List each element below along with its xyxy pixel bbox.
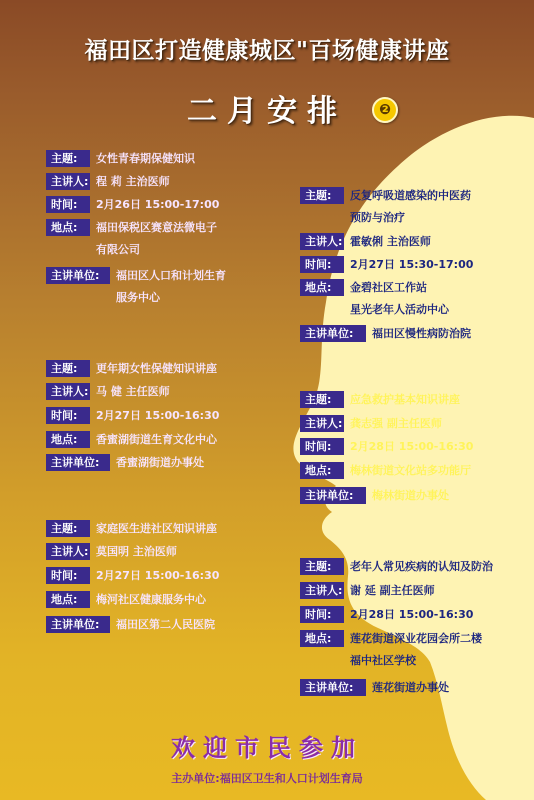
field-value: 应急救护基本知识讲座 [350,393,460,406]
field-label: 主题: [46,360,90,377]
field-value: 梅林街道办事处 [372,489,449,502]
field-label: 主题: [46,520,90,537]
time-row [300,438,473,458]
time-row [46,567,219,587]
field-label: 主题: [300,187,344,204]
unit-row [46,267,226,309]
field-value: 梅河社区健康服务中心 [96,593,206,606]
field-value: 2月28日 15:00-16:30 [350,440,474,453]
field-label: 主讲单位: [46,616,110,633]
field-label: 主讲人: [300,582,344,599]
field-value: 2月27日 15:00-16:30 [96,569,220,582]
poster-title: 福田区打造健康城区"百场健康讲座 [84,38,450,64]
field-label: 地点: [46,431,90,448]
field-label: 主讲单位: [46,267,110,284]
field-label: 主讲人: [46,173,90,190]
field-label: 时间: [300,606,344,623]
field-value: 2月28日 15:00-16:30 [350,608,474,621]
field-value: 莲花街道办事处 [372,681,449,694]
field-label: 时间: [46,567,90,584]
time-row [300,256,473,276]
topic-row [300,391,460,411]
speaker-row [46,543,177,563]
field-label: 主题: [300,391,344,408]
field-value: 女性青春期保健知识 [96,152,195,165]
location-row [300,462,471,482]
field-value: 香蜜湖街道办事处 [116,456,204,469]
field-label: 时间: [46,196,90,213]
welcome-banner: 欢迎市民参加 [171,734,363,762]
unit-row [300,679,449,699]
location-row [300,279,449,321]
field-label: 时间: [46,407,90,424]
unit-row [46,616,215,636]
field-value: 福中社区学校 [350,654,416,667]
field-value: 更年期女性保健知识讲座 [96,362,217,375]
location-row [46,591,206,611]
topic-row [46,150,195,170]
speaker-row [300,415,442,435]
unit-row [46,454,204,474]
number-badge: ❷ [372,97,398,123]
poster-subtitle: 二月安排 [187,94,347,129]
field-value: 2月27日 15:00-16:30 [96,409,220,422]
field-label: 主讲人: [46,383,90,400]
field-value: 莲花街道深业花园会所二楼 [350,632,482,645]
speaker-row [300,233,431,253]
field-value: 福田区慢性病防治院 [372,327,471,340]
speaker-row [46,383,170,403]
field-value: 金碧社区工作站 [350,281,427,294]
field-value: 2月26日 15:00-17:00 [96,198,220,211]
field-value: 服务中心 [116,291,160,304]
topic-row [300,558,493,578]
field-label: 主讲单位: [46,454,110,471]
field-label: 地点: [300,279,344,296]
field-label: 主题: [300,558,344,575]
topic-row [46,360,217,380]
field-value: 福田保税区赛意法微电子 [96,221,217,234]
field-label: 主讲人: [300,233,344,250]
location-row [300,630,482,672]
field-value: 家庭医生进社区知识讲座 [96,522,217,535]
time-row [46,196,219,216]
field-label: 主讲单位: [300,679,366,696]
field-label: 时间: [300,256,344,273]
field-value: 老年人常见疾病的认知及防治 [350,560,493,573]
field-value: 梅林街道文化站多功能厅 [350,464,471,477]
organizer-line: 主办单位:福田区卫生和人口计划生育局 [171,772,363,785]
field-value: 莫国明 主治医师 [96,545,177,558]
field-value: 预防与治疗 [350,211,405,224]
time-row [300,606,473,626]
speaker-row [46,173,170,193]
field-label: 地点: [46,591,90,608]
field-value: 星光老年人活动中心 [350,303,449,316]
field-label: 主讲人: [46,543,90,560]
field-label: 主讲单位: [300,325,366,342]
field-value: 马 健 主任医师 [96,385,170,398]
field-value: 龚志强 副主任医师 [350,417,442,430]
field-value: 福田区第二人民医院 [116,618,215,631]
field-value: 香蜜湖街道生育文化中心 [96,433,217,446]
topic-row [300,187,471,229]
unit-row [300,487,449,507]
field-value: 福田区人口和计划生育 [116,269,226,282]
location-row [46,219,217,261]
field-label: 地点: [300,462,344,479]
field-value: 反复呼吸道感染的中医药 [350,189,471,202]
speaker-row [300,582,435,602]
field-label: 主讲人: [300,415,344,432]
field-label: 地点: [46,219,90,236]
field-label: 时间: [300,438,344,455]
unit-row [300,325,471,345]
field-label: 主讲单位: [300,487,366,504]
time-row [46,407,219,427]
location-row [46,431,217,451]
field-value: 2月27日 15:30-17:00 [350,258,474,271]
topic-row [46,520,217,540]
field-value: 有限公司 [96,243,140,256]
field-value: 程 莉 主治医师 [96,175,170,188]
field-value: 谢 延 副主任医师 [350,584,435,597]
field-label: 主题: [46,150,90,167]
field-value: 霍敏俐 主治医师 [350,235,431,248]
field-label: 地点: [300,630,344,647]
